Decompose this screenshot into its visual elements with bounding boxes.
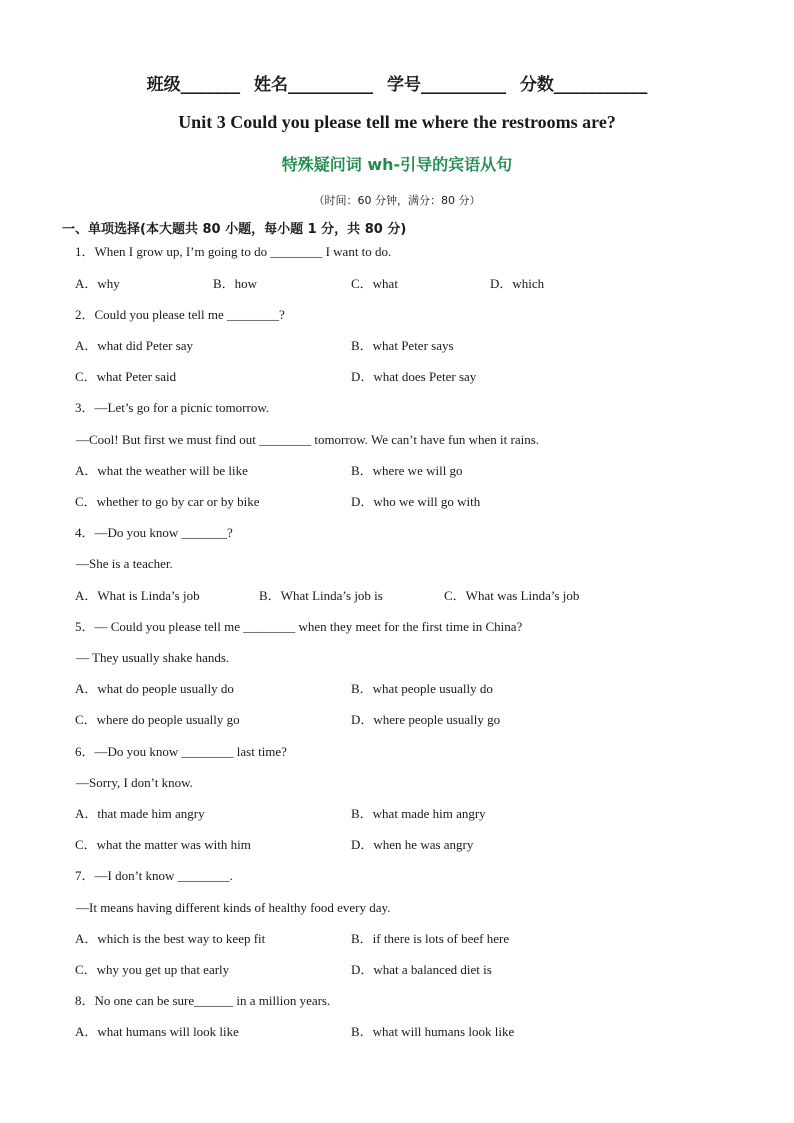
option-a: A．What is Linda’s job (75, 588, 200, 603)
option-a: A．that made him angry (75, 806, 205, 821)
question-stem: 7．—I don’t know ________. (75, 868, 233, 883)
option-d: D．when he was angry (351, 837, 474, 852)
option-a: A．what humans will look like (75, 1024, 239, 1039)
option-b: B．what Peter says (351, 338, 454, 353)
option-c: C．where do people usually go (75, 712, 240, 727)
option-c: C．why you get up that early (75, 962, 230, 977)
option-b: B．where we will go (351, 463, 463, 478)
option-d: D．who we will go with (351, 494, 481, 509)
question-stem: 2．Could you please tell me ________? (75, 307, 285, 322)
question-dialogue: —It means having different kinds of healthy food every day. (76, 900, 391, 915)
score-field: 分数___________ (519, 75, 648, 95)
student-id-field: 学号__________ (386, 75, 506, 95)
time-info: （时间：60 分钟，满分：80 分） (313, 194, 481, 207)
question-stem: 4．—Do you know _______? (75, 525, 233, 540)
option-c: C．What was Linda’s job (444, 588, 580, 603)
page-title: Unit 3 Could you please tell me where the restrooms are? (178, 112, 616, 132)
option-c: C．what (351, 276, 398, 291)
option-b: B．what people usually do (351, 681, 493, 696)
page-subtitle: 特殊疑问词 wh-引导的宾语从句 (281, 155, 513, 174)
option-c: C．what Peter said (75, 369, 177, 384)
option-a: A．what the weather will be like (75, 463, 248, 478)
option-b: B．what will humans look like (351, 1024, 515, 1039)
question-stem: 6．—Do you know ________ last time? (75, 744, 287, 759)
option-d: D．what does Peter say (351, 369, 477, 384)
question-dialogue: —Sorry, I don’t know. (76, 775, 193, 790)
name-field: 姓名__________ (254, 75, 374, 95)
option-a: A．what did Peter say (75, 338, 194, 353)
option-a: A．what do people usually do (75, 681, 234, 696)
question-dialogue: —Cool! But first we must find out ________ tomorrow. We can’t have fun when it rains. (76, 432, 540, 447)
option-a: A．which is the best way to keep fit (75, 931, 266, 946)
question-dialogue: — They usually shake hands. (76, 650, 230, 665)
question-stem: 3．—Let’s go for a picnic tomorrow. (75, 400, 270, 415)
question-stem: 8．No one can be sure______ in a million years. (75, 993, 331, 1008)
option-b: B．What Linda’s job is (259, 588, 383, 603)
option-a: A．why (75, 276, 120, 291)
option-b: B．how (213, 276, 258, 291)
option-b: B．if there is lots of beef here (351, 931, 510, 946)
question-stem: 5．— Could you please tell me ________ when they meet for the first time in China? (75, 619, 523, 634)
option-d: D．where people usually go (351, 712, 501, 727)
option-b: B．what made him angry (351, 806, 486, 821)
section-heading: 一、单项选择(本大题共 80 小题，每小题 1 分，共 80 分) (62, 222, 407, 237)
question-dialogue: —She is a teacher. (76, 556, 173, 571)
option-d: D．which (490, 276, 545, 291)
option-c: C．whether to go by car or by bike (75, 494, 260, 509)
option-d: D．what a balanced diet is (351, 962, 492, 977)
question-stem: 1．When I grow up, I’m going to do ________ I want to do. (75, 244, 392, 259)
class-field: 班级_______ (146, 75, 241, 95)
option-c: C．what the matter was with him (75, 837, 251, 852)
header-fields (0, 70, 794, 95)
